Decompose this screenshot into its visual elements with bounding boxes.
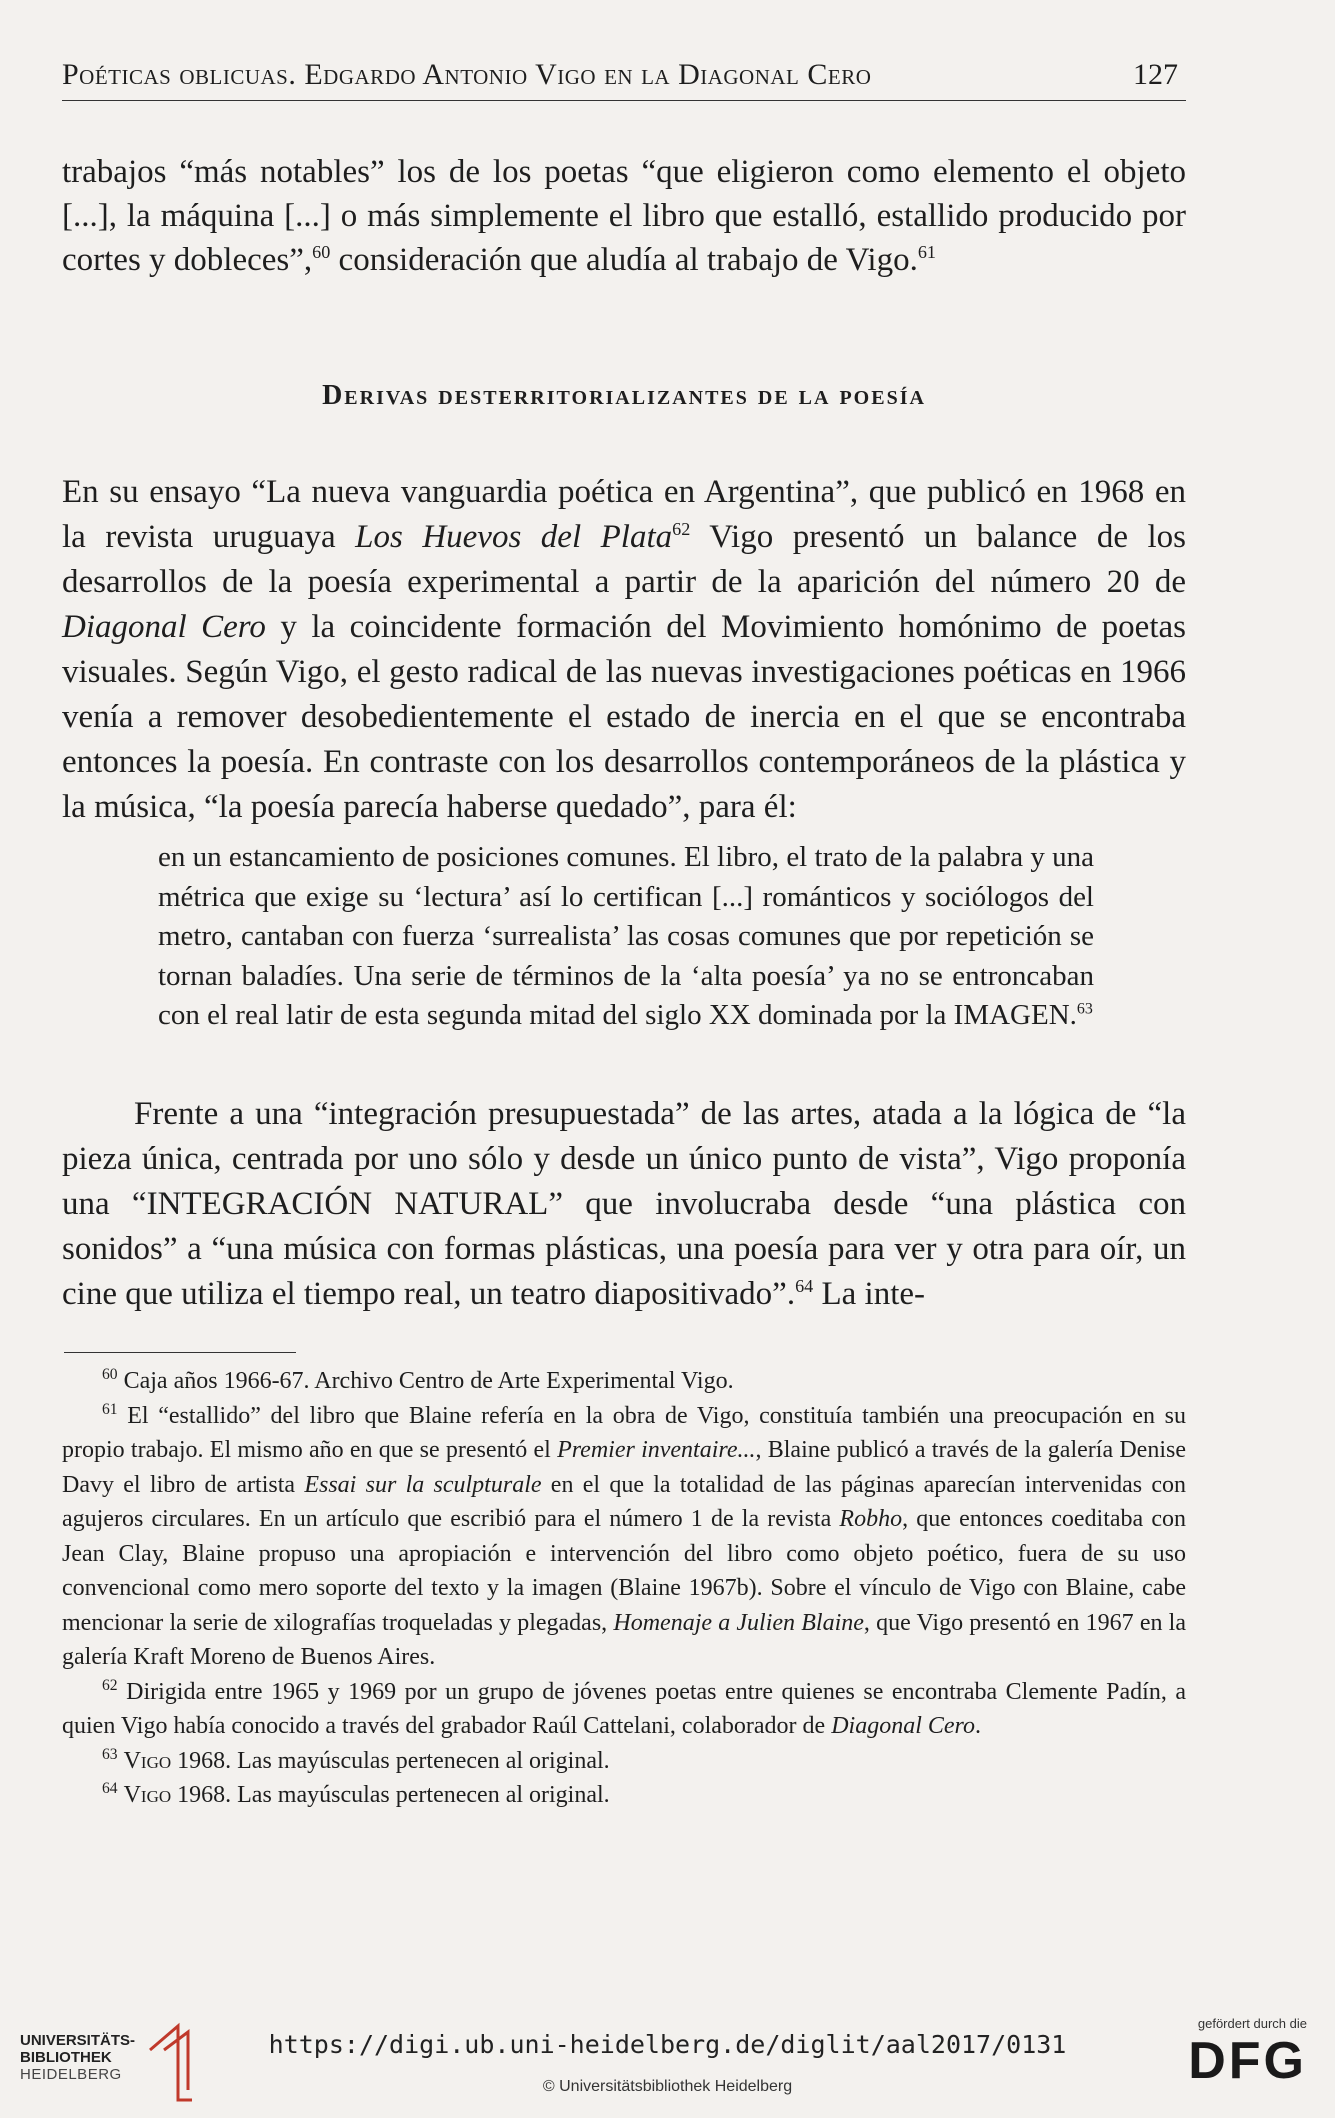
footnote-62: [62, 1675, 1186, 1744]
text-run: 1968. Las mayúsculas pertenecen al original.: [171, 1782, 610, 1808]
source-url-link[interactable]: https://digi.ub.uni-heidelberg.de/diglit/aal2017/0131: [268, 2030, 1067, 2059]
footnote-ref-61[interactable]: 61: [917, 242, 936, 262]
footnote-divider: [64, 1352, 296, 1353]
italic-title: Diagonal Cero: [62, 609, 266, 645]
text-run: en el que la totalidad de las páginas aparecían intervenidas con agujeros circulares. En un artículo que escribió para el número 1 de la revista: [62, 1471, 1186, 1532]
citation-author: Vigo: [123, 1782, 172, 1808]
text-run: El “estallido” del libro que Blaine refería en la obra de Vigo, constituía también una preocupación en su propio trabajo. El mismo año en que se presentó el: [62, 1402, 1186, 1463]
text-run: La inte-: [813, 1276, 925, 1312]
text-run: , que Vigo presentó en 1967 en la galería Kraft Moreno de Buenos Aires.: [62, 1609, 1186, 1670]
paragraph-3: [62, 1092, 1186, 1317]
italic-title: Homenaje a Julien Blaine: [613, 1609, 864, 1636]
footnotes: [62, 1364, 1186, 1813]
text-run: y la coincidente formación del Movimiento homónimo de poetas visuales. Según Vigo, el gesto radical de las nuevas investigaciones poéticas en 1966 venía a remover desobedientemente el estado de inercia en el que se encontraba entonces la poesía. En contraste con los desarrollos contemporáneos de la plástica y la música, “la poesía parecía haberse quedado”, para él:: [62, 609, 1186, 825]
paragraph-2: [62, 470, 1186, 830]
dfg-caption: gefördert durch die: [1197, 2016, 1307, 2031]
text-run: En su ensayo “La nueva vanguardia poética en Argentina”, que publicó en 1968 en la revista uruguaya: [62, 474, 1186, 555]
text-run: .: [974, 1713, 981, 1739]
block-quote: [158, 838, 1094, 1036]
italic-title: Essai sur la sculpturale: [304, 1471, 542, 1498]
footnote-number: 64: [102, 1780, 118, 1797]
text-run: , que entonces coeditaba con Jean Clay, Blaine propuso una apropiación e intervención del libro como objeto poético, fuera de su uso convencional como mero soporte del texto y la imagen (Blaine 1967b). Sobre el vínculo de Vigo con Blaine, cabe mencionar la serie de xilografías troqueladas y plegadas,: [62, 1506, 1186, 1636]
footnote-ref-63[interactable]: 63: [1076, 1000, 1093, 1018]
paragraph-1: [62, 150, 1186, 282]
running-head-title: Poéticas oblicuas. Edgardo Antonio Vigo en la Diagonal Cero: [62, 58, 872, 91]
footnote-number: 61: [102, 1400, 118, 1418]
footnote-ref-64[interactable]: 64: [795, 1276, 814, 1296]
running-head: [62, 58, 1186, 101]
text-run: 1968. Las mayúsculas pertenecen al original.: [171, 1747, 610, 1774]
citation-author: Vigo: [123, 1747, 172, 1774]
copyright-notice: © Universitätsbibliothek Heidelberg: [542, 2078, 793, 2095]
footnote-number: 62: [102, 1676, 118, 1694]
text-run: Caja años 1966-67. Archivo Centro de Arte Experimental Vigo.: [117, 1368, 734, 1394]
text-run: en un estancamiento de posiciones comunes. El libro, el trato de la palabra y una métrica que exige su ‘lectura’ así lo certifican [...] románticos y sociólogos del metro, cantaban con fuerza ‘surrealista’ las cosas comunes que por repetición se tornan baladíes. Una serie de términos de la ‘alta poesía’ ya no se entroncaban con el real latir de esta segunda mitad del siglo XX dominada por la IMAGEN.: [158, 841, 1094, 1031]
library-name-line: HEIDELBERG: [20, 2066, 122, 2083]
italic-title: Premier inventaire...: [557, 1437, 756, 1463]
footnote-64: [62, 1778, 1186, 1813]
footnote-ref-62[interactable]: 62: [672, 519, 691, 539]
italic-title: Los Huevos del Plata: [355, 519, 673, 555]
page-number: 127: [1133, 58, 1178, 91]
footnote-number: 60: [102, 1366, 118, 1383]
section-heading: Derivas desterritorializantes de la poesía: [322, 380, 926, 411]
text-run: , Blaine publicó a través de la galería Denise Davy el libro de artista: [62, 1437, 1186, 1498]
footnote-61: [62, 1399, 1186, 1675]
dfg-logo[interactable]: [1167, 2016, 1307, 2106]
italic-title: Diagonal Cero: [831, 1713, 975, 1739]
dfg-wordmark: DFG: [1188, 2032, 1307, 2090]
italic-title: Robho: [839, 1506, 903, 1532]
footnote-number: 63: [102, 1745, 118, 1763]
text-run: trabajos “más notables” los de los poetas “que eligieron como elemento el objeto [...], la máquina [...] o más simplemente el libro que estalló, estallido producido por cortes y dobleces”,: [62, 154, 1186, 278]
text-run: Dirigida entre 1965 y 1969 por un grupo de jóvenes poetas entre quienes se encontraba Clemente Padín, a quien Vigo había conocido a través del grabador Raúl Cattelani, colaborador de: [62, 1678, 1186, 1739]
footnote-63: [62, 1744, 1186, 1779]
text-run: Vigo presentó un balance de los desarrollos de la poesía experimental a partir de la aparición del número 20 de: [62, 519, 1186, 600]
text-run: Frente a una “integración presupuestada” de las artes, atada a la lógica de “la pieza única, centrada por uno sólo y desde un único punto de vista”, Vigo proponía una “INTEGRACIÓN NATURAL” que involucraba desde “una plástica con sonidos” a “una música con formas plásticas, una poesía para ver y otra para oír, un cine que utiliza el tiempo real, un teatro diapositivado”.: [62, 1096, 1186, 1312]
library-name-line: UNIVERSITÄTS-: [20, 2032, 136, 2049]
digitization-footer: [0, 2008, 1335, 2118]
text-run: consideración que aludía al trabajo de Vigo.: [330, 242, 918, 278]
library-name-line: BIBLIOTHEK: [20, 2049, 112, 2066]
footnote-60: [62, 1364, 1186, 1399]
footnote-ref-60[interactable]: 60: [312, 242, 331, 262]
